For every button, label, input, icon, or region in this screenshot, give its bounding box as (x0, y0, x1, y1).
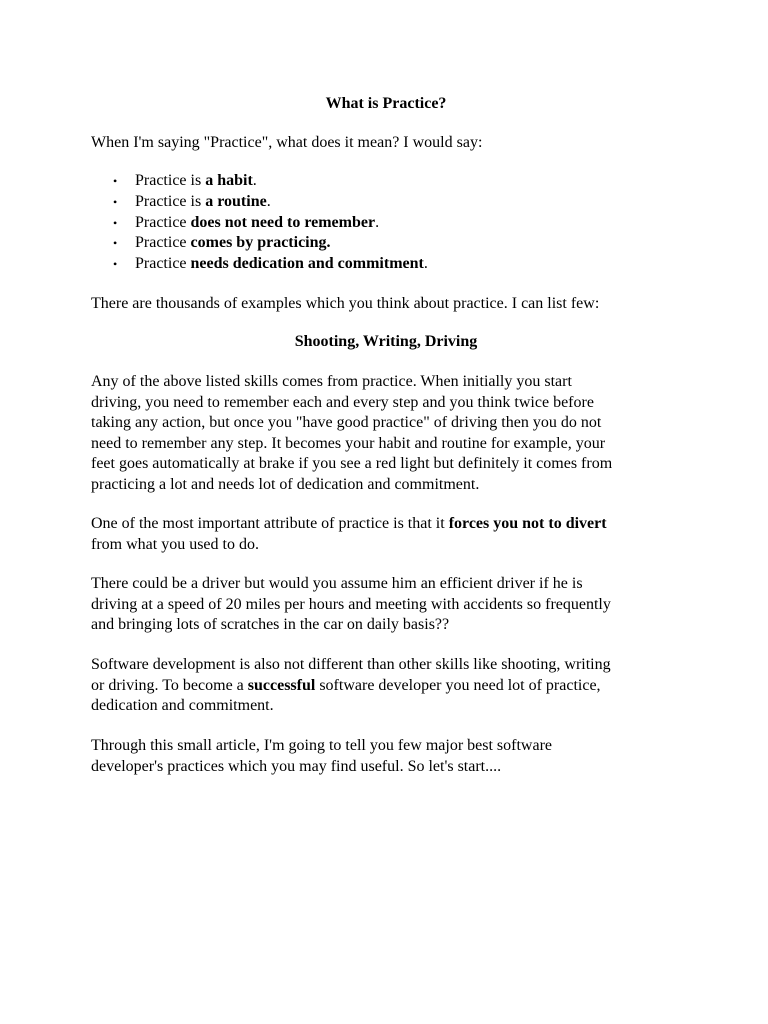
driver-paragraph (91, 574, 681, 636)
list-item (91, 254, 428, 275)
paragraph-line: need to remember any step. It becomes your habit and routine for example, your (91, 434, 606, 452)
paragraph-text: software developer you need lot of practice, (315, 676, 601, 694)
bullet-icon: • (113, 236, 118, 251)
list-item-emphasis: comes by practicing. (190, 234, 331, 252)
list-item-punctuation: . (423, 255, 428, 273)
list-item-emphasis: does not need to remember (190, 213, 376, 231)
paragraph-line: There could be a driver but would you assume him an efficient driver if he is (91, 575, 583, 592)
bullet-icon: • (113, 174, 118, 188)
list-item-emphasis: a habit (205, 172, 253, 189)
software-paragraph (91, 655, 681, 717)
list-item-text: Practice (135, 255, 191, 273)
intro-paragraph: When I'm saying "Practice", what does it mean? I would say: (91, 134, 483, 151)
examples-intro-paragraph: There are thousands of examples which you think about practice. I can list few: (91, 295, 600, 312)
list-item-punctuation: . (252, 172, 257, 189)
attribute-paragraph (91, 514, 681, 555)
paragraph-emphasis: forces you not to divert (448, 515, 607, 532)
list-item-emphasis: a routine (205, 192, 267, 210)
paragraph-emphasis: successful (247, 676, 316, 694)
list-item (91, 171, 428, 192)
paragraph-line: taking any action, but once you "have good practice" of driving then you do not (91, 414, 602, 431)
list-item-punctuation: . (266, 192, 271, 210)
list-item (91, 192, 428, 213)
list-item-punctuation: . (375, 213, 380, 231)
bullet-icon: • (113, 194, 118, 209)
paragraph-line: Software development is also not different than other skills like shooting, writing (91, 656, 611, 673)
document-title: What is Practice? (325, 95, 447, 112)
paragraph-line: driving at a speed of 20 miles per hours and meeting with accidents so frequently (91, 595, 611, 613)
list-item-emphasis: needs dedication and commitment (190, 255, 424, 273)
paragraph-line: Any of the above listed skills comes from practice. When initially you start (91, 373, 572, 390)
list-item-text: Practice (135, 234, 191, 252)
paragraph-line: and bringing lots of scratches in the car on daily basis?? (91, 616, 450, 633)
paragraph-line (91, 514, 681, 535)
paragraph-line: driving, you need to remember each and every step and you think twice before (91, 393, 594, 411)
practice-bullet-list (91, 171, 428, 275)
list-item-text: Practice is (135, 192, 206, 210)
paragraph-line: practicing a lot and needs lot of dedication and commitment. (91, 475, 480, 493)
paragraph-line: developer's practices which you may find useful. So let's start.... (91, 757, 502, 775)
list-item-text: Practice (135, 213, 191, 231)
paragraph-text: One of the most important attribute of practice is that it (91, 515, 449, 532)
paragraph-text: or driving. To become a (91, 676, 248, 694)
bullet-icon: • (113, 215, 118, 230)
bullet-icon: • (113, 257, 118, 272)
skills-paragraph (91, 372, 681, 495)
list-item (91, 213, 428, 234)
paragraph-line: from what you used to do. (91, 535, 259, 553)
list-item-text: Practice is (135, 172, 206, 189)
examples-subtitle: Shooting, Writing, Driving (294, 333, 478, 350)
list-item (91, 233, 428, 254)
paragraph-line: Through this small article, I'm going to tell you few major best software (91, 737, 552, 754)
paragraph-line: feet goes automatically at brake if you see a red light but definitely it comes from (91, 455, 613, 472)
paragraph-line: dedication and commitment. (91, 697, 274, 714)
closing-paragraph (91, 736, 681, 777)
paragraph-line (91, 676, 681, 697)
